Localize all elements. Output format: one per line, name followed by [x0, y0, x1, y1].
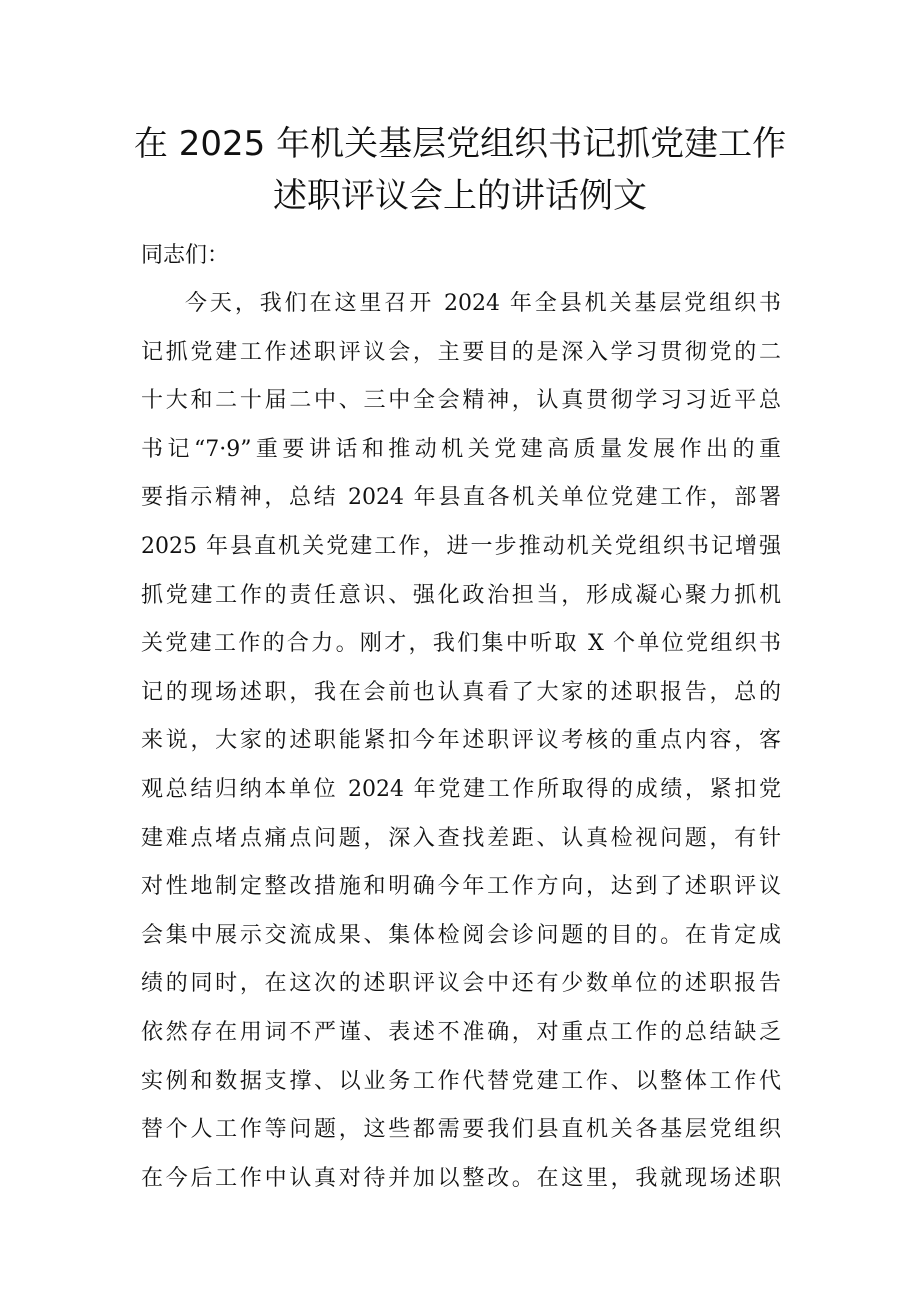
- paragraph-line: 对性地制定整改措施和明确今年工作方向，达到了述职评议: [141, 874, 781, 900]
- paragraph-line: 观总结归纳本单位 2024 年党建工作所取得的成绩，紧扣党: [141, 776, 781, 802]
- speech-paragraph: [141, 282, 781, 1205]
- paragraph-line: 会集中展示交流成果、集体检阅会诊问题的目的。在肯定成: [141, 922, 781, 948]
- paragraph-line: 替个人工作等问题，这些都需要我们县直机关各基层党组织: [141, 1117, 781, 1143]
- title-line-1: 在 2025 年机关基层党组织书记抓党建工作: [133, 124, 787, 164]
- paragraph-line: 2025 年县直机关党建工作，进一步推动机关党组织书记增强: [141, 533, 781, 559]
- paragraph-line: 关党建工作的合力。刚才，我们集中听取 X 个单位党组织书: [141, 631, 781, 657]
- paragraph-line: 抓党建工作的责任意识、强化政治担当，形成凝心聚力抓机: [141, 582, 781, 608]
- paragraph-line: 依然存在用词不严谨、表述不准确，对重点工作的总结缺乏: [141, 1019, 781, 1045]
- paragraph-line: 来说，大家的述职能紧扣今年述职评议考核的重点内容，客: [141, 728, 781, 754]
- paragraph-line: 实例和数据支撑、以业务工作代替党建工作、以整体工作代: [141, 1068, 781, 1094]
- paragraph-line: 十大和二十届二中、三中全会精神，认真贯彻学习习近平总: [141, 388, 781, 414]
- paragraph-line: 绩的同时，在这次的述职评议会中还有少数单位的述职报告: [141, 971, 781, 997]
- paragraph-line: 在今后工作中认真对待并加以整改。在这里，我就现场述职: [141, 1165, 781, 1191]
- salutation: 同志们：: [141, 243, 230, 268]
- document-title: [120, 118, 800, 222]
- paragraph-line: 书记“7·9”重要讲话和推动机关党建高质量发展作出的重: [141, 436, 781, 462]
- title-line-2: 述职评议会上的讲话例文: [273, 176, 647, 216]
- paragraph-line: 记抓党建工作述职评议会，主要目的是深入学习贯彻党的二: [141, 339, 781, 365]
- paragraph-line: 今天，我们在这里召开 2024 年全县机关基层党组织书: [185, 291, 781, 316]
- paragraph-line: 建难点堵点痛点问题，深入查找差距、认真检视问题，有针: [141, 825, 781, 851]
- paragraph-line: 记的现场述职，我在会前也认真看了大家的述职报告，总的: [141, 679, 781, 705]
- paragraph-line: 要指示精神，总结 2024 年县直各机关单位党建工作，部署: [141, 485, 781, 511]
